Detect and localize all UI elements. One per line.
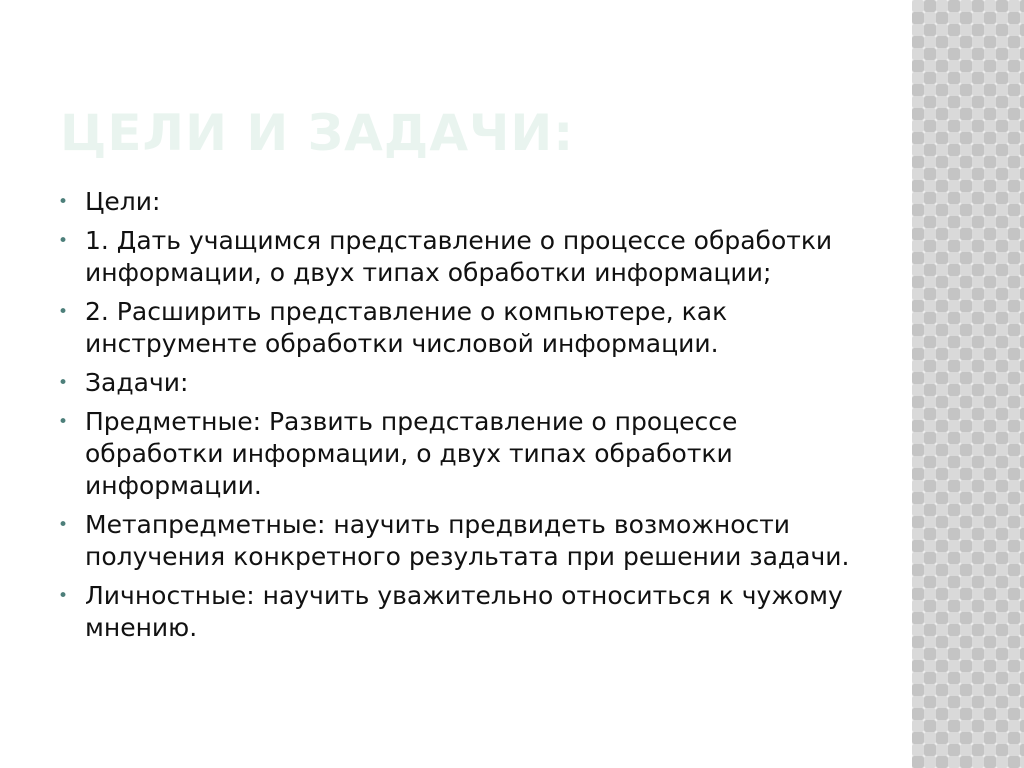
bullet-text: Предметные: Развить представление о процессе обработки информации, о двух типах обработки информации.	[85, 407, 738, 500]
bullet-icon: •	[58, 586, 69, 606]
bullet-text: Личностные: научить уважительно относиться к чужому мнению.	[85, 581, 843, 642]
list-item	[58, 186, 858, 218]
bullet-icon: •	[58, 412, 69, 432]
slide-title: ЦЕЛИ И ЗАДАЧИ:	[60, 104, 575, 162]
list-item	[58, 367, 858, 399]
list-item	[58, 296, 858, 360]
bullet-icon: •	[58, 373, 69, 393]
bullet-text: Метапредметные: научить предвидеть возможности получения конкретного результата при решении задачи.	[85, 510, 850, 571]
bullet-icon: •	[58, 192, 69, 212]
list-item	[58, 509, 858, 573]
decorative-pattern-strip	[912, 0, 1024, 768]
bullet-text: Задачи:	[85, 368, 189, 397]
bullet-text: 1. Дать учащимся представление о процессе обработки информации, о двух типах обработки информации;	[85, 226, 833, 287]
bullet-icon: •	[58, 231, 69, 251]
bullet-text: 2. Расширить представление о компьютере, как инструменте обработки числовой информации.	[85, 297, 728, 358]
bullet-text: Цели:	[85, 187, 161, 216]
list-item	[58, 580, 858, 644]
list-item	[58, 225, 858, 289]
bullet-icon: •	[58, 515, 69, 535]
list-item	[58, 406, 858, 502]
bullet-icon: •	[58, 302, 69, 322]
bullet-list	[58, 186, 858, 651]
